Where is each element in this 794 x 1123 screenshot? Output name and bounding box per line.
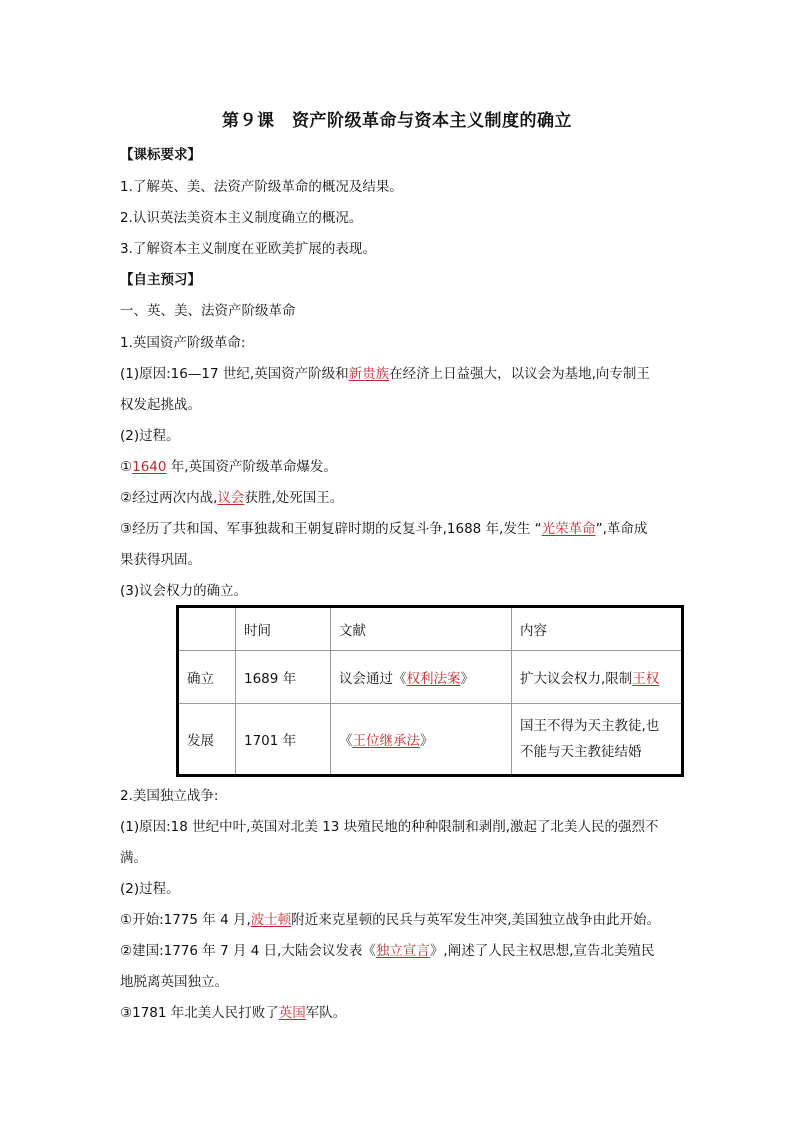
england-process-1 [120,458,337,476]
table-header-row [178,607,683,651]
text: 附近来克星顿的民兵与英军发生冲突,美国独立战争由此开始。 [291,912,661,928]
requirement-item-1: 1.了解英、美、法资产阶级革命的概况及结果。 [120,179,403,195]
text: ①开始:1775 年 4 月, [120,912,251,928]
answer-blank: 权利法案 [406,671,461,687]
england-cause [120,365,650,383]
answer-blank: 英国 [278,1005,306,1021]
table-cell-time: 1689 年 [236,651,331,704]
america-cause: (1)原因:18 世纪中叶,英国对北美 13 块殖民地的种种限制和剥削,激起了北美人民的强烈不 [120,819,659,835]
america-process: (2)过程。 [120,881,180,897]
text: 《 [339,733,353,749]
answer-blank: 光荣革命 [541,521,596,537]
text: 年,英国资产阶级革命爆发。 [166,459,338,475]
answer-blank: 独立宣言 [375,943,430,959]
text: 》 [420,733,434,749]
table-cell-time: 1701 年 [236,704,331,776]
parliament-heading: (3)议会权力的确立。 [120,583,248,599]
table-header-cell: 时间 [236,607,331,651]
requirement-item-2: 2.认识英法美资本主义制度确立的概况。 [120,210,363,226]
answer-blank: 王位继承法 [352,733,420,749]
text: 议会通过《 [339,671,407,687]
america-cause-line2: 满。 [120,850,147,866]
text: ③1781 年北美人民打败了 [120,1005,279,1021]
england-cause-line2: 权发起挑战。 [120,397,201,413]
table-cell-document [331,704,512,776]
text: 》,阐述了人民主权思想,宣告北美殖民 [429,943,655,959]
text: 扩大议会权力,限制 [520,671,633,687]
table-cell-content [512,704,683,776]
parliament-table [176,605,684,777]
answer-blank: 王权 [632,671,660,687]
text: 获胜,处死国王。 [244,490,344,506]
table-row [178,704,683,776]
table-cell-content [512,651,683,704]
text: 国王不得为天主教徒,也 [520,718,660,734]
answer-blank: 议会 [217,490,245,506]
text: 在经济上日益强大，以议会为基地,向专制王 [389,366,650,382]
text: ③经历了共和国、军事独裁和王朝复辟时期的反复斗争,1688 年,发生 “ [120,521,542,537]
table-row-label: 发展 [178,704,236,776]
text: ”,革命成 [595,521,648,537]
answer-blank: 新贵族 [348,366,390,382]
requirement-item-3: 3.了解资本主义制度在亚欧美扩展的表现。 [120,241,376,257]
table-header-cell: 内容 [512,607,683,651]
england-heading: 1.英国资产阶级革命: [120,335,246,351]
answer-blank: 1640 [132,459,167,475]
america-process-2-line2: 地脱离英国独立。 [120,974,228,990]
england-process: (2)过程。 [120,428,180,444]
england-process-3 [120,520,647,538]
table-header-cell [178,607,236,651]
table-header-cell: 文献 [331,607,512,651]
text: 不能与天主教徒结婚 [520,744,642,760]
text: ① [120,459,133,475]
table-row [178,651,683,704]
america-process-1 [120,911,660,929]
part-heading: 一、英、美、法资产阶级革命 [120,303,296,319]
section-heading-requirements: 【课标要求】 [120,147,201,163]
table-cell-document [331,651,512,704]
text: 》 [460,671,474,687]
text: ②经过两次内战, [120,490,218,506]
text: 军队。 [305,1005,347,1021]
text: (1)原因:16—17 世纪,英国资产阶级和 [120,366,349,382]
table-row-label: 确立 [178,651,236,704]
america-process-3 [120,1004,346,1022]
america-heading: 2.美国独立战争: [120,788,219,804]
england-process-2 [120,489,343,507]
text: ②建国:1776 年 7 月 4 日,大陆会议发表《 [120,943,376,959]
lesson-title: 第９课 资产阶级革命与资本主义制度的确立 [222,111,572,131]
answer-blank: 波士顿 [250,912,292,928]
section-heading-preview: 【自主预习】 [120,272,201,288]
england-process-3-line2: 果获得巩固。 [120,552,201,568]
america-process-2 [120,942,655,960]
